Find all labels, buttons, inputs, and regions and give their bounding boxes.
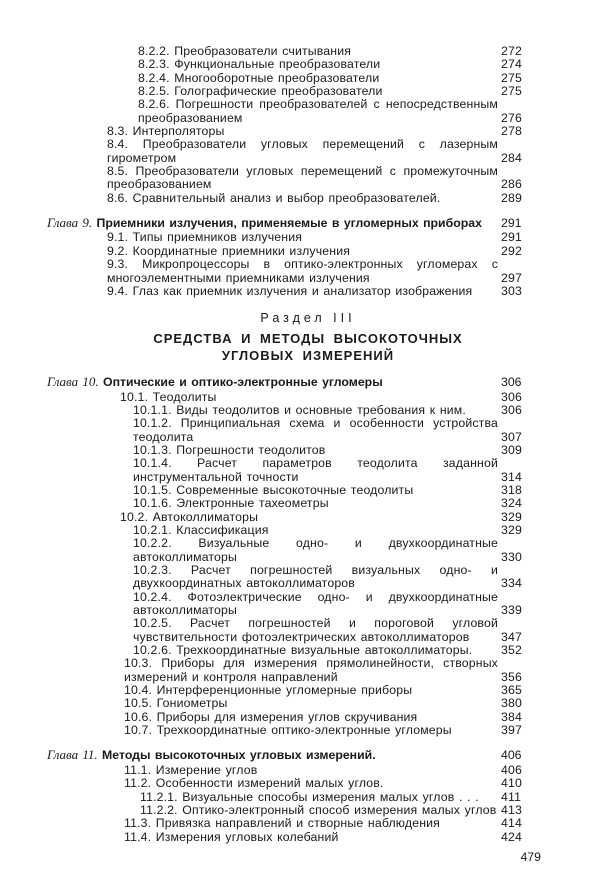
entry-title: 11.3. Привязка направлений и створные наблюдения [124,816,440,831]
part-number: Раздел III [260,311,356,326]
entry-title: 10.1. Теодолиты [120,389,217,404]
entry-page-number: 406 [501,762,522,777]
toc-entry [133,589,522,618]
toc-entry [133,563,522,591]
toc-entry [133,616,522,644]
entry-title: 10.4. Интерференционные угломерные приборы [124,683,413,698]
toc-entry [107,190,522,205]
toc-entry [124,709,522,724]
entry-page-number: 276 [501,110,522,125]
entry-title: 11.1. Измерение углов [124,762,258,777]
entry-page-number: 291 [501,230,522,245]
entry-page-number: 307 [501,429,522,444]
entry-title: 10.1.5. Современные высокоточные теодолиты [133,482,414,497]
entry-page-number: 303 [501,283,522,298]
entry-page-number: 352 [501,643,522,658]
toc-entry [107,257,522,285]
entry-page-number: 272 [501,44,522,58]
toc-entry [107,243,522,258]
entry-title: 10.2. Автоколлиматоры [120,509,259,524]
chapter-entry [47,747,522,763]
entry-title: 9.1. Типы приемников излучения [107,230,303,245]
toc-entry [107,230,522,245]
entry-page-number: 274 [501,57,522,72]
entry-title: 10.2.2. Визуальные одно- и двухкоординатные автоколлиматоры [133,536,498,564]
toc-entry [133,416,522,444]
toc-entry [124,723,522,738]
entry-title: 9.3. Микропроцессоры в оптико-электронных угломерах с многоэлементными приемниками излучения [107,257,498,285]
entry-page-number: 306 [501,389,522,404]
part-title-line-1: СРЕДСТВА И МЕТОДЫ ВЫСОКОТОЧНЫХ [153,331,463,347]
toc-entry [133,482,522,497]
toc-entry [107,283,522,298]
entry-title: 11.4. Измерения угловых колебаний [124,829,339,844]
entry-page-number: 347 [501,629,522,644]
toc-entry [107,137,522,165]
toc-entry [120,509,522,524]
entry-page-number: 306 [501,402,522,417]
entry-title: 8.2.6. Погрешности преобразователей с непосредственным преобразованием [138,97,498,125]
entry-page-number: 413 [501,802,522,817]
entry-title: 10.1.6. Электронные тахеометры [133,496,329,511]
entry-title: Методы высокоточных угловых измерений. [102,748,376,763]
entry-page-number: 334 [501,576,522,591]
entry-page-number: 291 [501,216,522,231]
entry-page-number: 314 [501,469,522,484]
entry-page-number: 275 [501,70,522,85]
toc-entry [140,789,522,804]
entry-page-number: 329 [501,509,522,524]
entry-page-number: 410 [501,776,522,791]
chapter-entry [47,374,522,390]
toc-entry [138,84,522,99]
part-heading [0,310,600,364]
entry-page-number: 330 [501,549,522,564]
entry-page-number: 318 [501,482,522,497]
entry-title: 11.2.1. Визуальные способы измерения малых углов . . . [140,789,479,804]
entry-page-number: 414 [501,816,522,831]
entry-page-number: 384 [501,709,522,724]
entry-page-number: 297 [501,270,522,285]
toc-entry [133,536,522,564]
entry-title: 8.2.4. Многооборотные преобразователи [138,70,380,85]
entry-title: 8.4. Преобразователи угловых перемещений с лазерным гирометром [107,137,498,165]
toc-entry [140,802,522,817]
entry-title: Оптические и оптико-электронные угломеры [103,375,383,390]
part-title-line-2: УГЛОВЫХ ИЗМЕРЕНИЙ [221,348,395,364]
toc-entry [138,70,522,85]
entry-page-number: 424 [501,829,522,844]
chapter-label: Глава 11. [47,747,98,763]
entry-title: 8.2.2. Преобразователи считывания [138,44,352,58]
entry-title: 8.2.3. Функциональные преобразователи [138,57,381,72]
entry-title: Приемники излучения, применяемые в угломерных приборах [96,216,482,231]
entry-page-number: 309 [501,442,522,457]
entry-title: 9.4. Глаз как приемник излучения и анализатор изображения [107,283,473,298]
entry-title: 10.2.6. Трехкоординатные визуальные автоколлиматоры. [133,643,473,658]
entry-page-number: 284 [501,150,522,165]
toc-entry [138,57,522,72]
entry-page-number: 339 [501,603,522,618]
toc-list-chapter-8-9 [0,45,600,298]
entry-page-number: 292 [501,243,522,258]
entry-page-number: 365 [501,683,522,698]
entry-title: 8.3. Интерполяторы [107,124,225,139]
toc-entry [124,683,522,698]
chapter-label: Глава 9. [47,215,93,231]
entry-title: 10.1.4. Расчет параметров теодолита заданной инструментальной точности [133,456,498,484]
entry-page-number: 275 [501,84,522,99]
entry-title: 10.5. Гониометры [124,696,228,711]
toc-entry [133,496,522,511]
entry-title: 10.2.5. Расчет погрешностей и пороговой угловой чувствительности фотоэлектрических автоколлиматоров [133,616,498,644]
entry-page-number: 411 [501,789,522,804]
entry-title: 9.2. Координатные приемники излучения [107,243,351,258]
toc-entry [138,44,522,58]
entry-title: 10.1.3. Погрешности теодолитов [133,442,326,457]
toc-entry [124,776,522,791]
toc-entry [138,97,522,125]
entry-title: 10.3. Приборы для измерения прямолинейности, створных измерений и контроля направлений [124,656,498,684]
toc-entry [133,456,522,484]
entry-title: 10.7. Трехкоординатные оптико-электронные угломеры [124,723,452,738]
entry-title: 11.2.2. Оптико-электронный способ измерения малых углов [140,802,497,817]
entry-title: 10.2.3. Расчет погрешностей визуальных одно- и двухкоординатных автоколлиматоров [133,563,498,591]
entry-page-number: 278 [501,124,522,139]
entry-title: 8.5. Преобразователи угловых перемещений с промежуточным преобразованием [107,164,498,192]
chapter-entry [47,215,522,231]
entry-page-number: 324 [501,496,522,511]
toc-entry [124,762,522,777]
entry-page-number: 306 [501,375,522,390]
toc-entry [124,829,522,844]
page-number: 479 [520,850,541,864]
toc-list-chapter-10-11 [0,375,600,844]
entry-title: 8.6. Сравнительный анализ и выбор преобразователей. [107,190,441,205]
entry-title: 10.2.4. Фотоэлектрические одно- и двухкоординатные автоколлиматоры [133,589,498,618]
entry-title: 10.6. Приборы для измерения углов скручивания [124,709,418,724]
entry-title: 11.2. Особенности измерений малых углов. [124,776,384,791]
toc-entry [107,164,522,192]
toc-entry [107,124,522,139]
entry-title: 10.1.2. Принципиальная схема и особенности устройства теодолита [133,416,498,444]
entry-page-number: 289 [501,190,522,205]
chapter-label: Глава 10. [47,374,99,390]
entry-page-number: 380 [501,696,522,711]
toc-entry [133,522,522,537]
toc-entry [124,656,522,684]
toc-entry [124,696,522,711]
toc-entry [124,816,522,831]
toc-entry [133,402,522,417]
table-of-contents [0,45,600,844]
entry-title: 8.2.5. Голографические преобразователи [138,84,383,99]
toc-entry [133,442,522,457]
entry-title: 10.1.1. Виды теодолитов и основные требования к ним. [133,402,466,417]
entry-page-number: 286 [501,177,522,192]
toc-entry [133,643,522,658]
toc-entry [120,389,522,404]
entry-page-number: 406 [501,748,522,763]
entry-page-number: 356 [501,669,522,684]
entry-page-number: 397 [501,723,522,738]
entry-page-number: 329 [501,522,522,537]
entry-title: 10.2.1. Классификация [133,522,269,537]
